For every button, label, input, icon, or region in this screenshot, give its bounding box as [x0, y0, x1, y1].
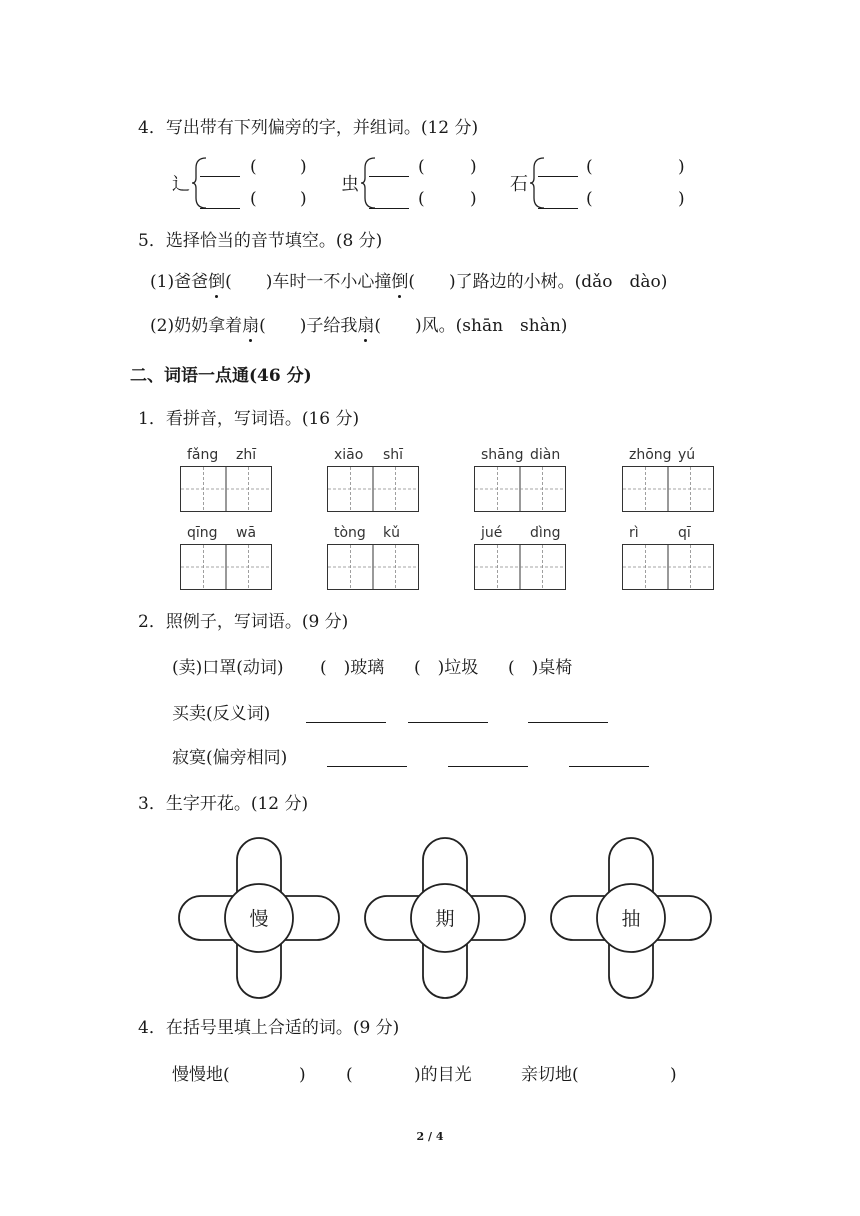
text-segment: (: [374, 316, 382, 336]
text-segment: )风。(shān shàn): [415, 316, 568, 336]
answer-line[interactable]: [306, 704, 386, 723]
answer-line[interactable]: [569, 748, 649, 767]
character-flower: [551, 838, 711, 998]
character-flower: [179, 838, 339, 998]
flower-character: 抽: [621, 908, 641, 930]
pinyin-syllable: qī: [678, 525, 691, 541]
w2-title: 2．照例子，写词语。(9 分): [138, 612, 349, 632]
tianzige-grid[interactable]: [622, 544, 714, 590]
dotted-char: 倒: [391, 272, 409, 292]
q5-title: 5．选择恰当的音节填空。(8 分): [138, 231, 383, 251]
char-blank[interactable]: [538, 158, 578, 177]
section-title: 二、词语一点通(46 分): [130, 366, 312, 386]
tianzige-grid[interactable]: [180, 466, 272, 512]
text-segment: )子给我: [299, 316, 358, 336]
q5-line-1: [150, 271, 667, 293]
w4-phrase-c: 亲切地(: [521, 1065, 579, 1085]
text-segment: (: [225, 272, 232, 292]
pinyin-syllable: yú: [678, 447, 696, 463]
paren-open: (: [250, 157, 257, 177]
w4-title: 4．在括号里填上合适的词。(9 分): [138, 1018, 400, 1038]
pinyin-syllable: kǔ: [383, 525, 400, 541]
tianzige-grid[interactable]: [327, 544, 419, 590]
w4-phrase-a: 慢慢地(: [172, 1065, 230, 1085]
answer-line[interactable]: [327, 748, 407, 767]
page-number: 2 / 4: [416, 1130, 444, 1143]
text-segment: (1)爸爸: [150, 272, 209, 292]
tianzige-grid[interactable]: [327, 466, 419, 512]
paren-open: (: [250, 189, 257, 209]
w4-phrase-b: )的目光: [414, 1065, 472, 1085]
char-blank[interactable]: [200, 190, 240, 209]
char-blank[interactable]: [538, 190, 578, 209]
radical-char: 虫: [341, 174, 359, 195]
paren-close: ): [670, 1065, 677, 1085]
answer-line[interactable]: [448, 748, 528, 767]
answer-line[interactable]: [528, 704, 608, 723]
paren-close: ): [300, 157, 307, 177]
paren-close: ): [300, 189, 307, 209]
pinyin-syllable: shāng: [481, 447, 524, 463]
pinyin-syllable: wā: [236, 525, 257, 541]
answer-line[interactable]: [408, 704, 488, 723]
tianzige-grid[interactable]: [622, 466, 714, 512]
char-blank[interactable]: [369, 158, 409, 177]
paren-close: ): [678, 189, 685, 209]
dotted-char: 扇: [242, 316, 260, 336]
dotted-char: 倒: [208, 272, 226, 292]
char-blank[interactable]: [369, 190, 409, 209]
paren-open: (: [418, 157, 425, 177]
paren-open: (: [346, 1065, 353, 1085]
paren-close: ): [299, 1065, 306, 1085]
text-segment: (2)奶奶拿着: [150, 316, 243, 336]
pinyin-syllable: xiāo: [334, 447, 364, 463]
flower-character: 慢: [249, 908, 269, 930]
paren-open: (: [586, 157, 593, 177]
w2-item[interactable]: ( )垃圾: [414, 658, 479, 678]
pinyin-syllable: zhī: [236, 447, 257, 463]
pinyin-syllable: jué: [481, 525, 503, 541]
text-segment: )车时一不小心撞: [265, 272, 392, 292]
text-segment: (: [408, 272, 416, 292]
character-flower: [365, 838, 525, 998]
pinyin-syllable: diàn: [530, 447, 561, 463]
char-blank[interactable]: [200, 158, 240, 177]
paren-close: ): [470, 189, 477, 209]
dotted-char: 扇: [357, 316, 375, 336]
pinyin-syllable: dìng: [530, 525, 561, 541]
text-segment: )了路边的小树。(dǎo dào): [449, 272, 668, 292]
pinyin-syllable: qīng: [187, 525, 218, 541]
paren-open: (: [418, 189, 425, 209]
paren-close: ): [470, 157, 477, 177]
w2-radical-label: 寂寞(偏旁相同): [172, 748, 288, 768]
text-segment: (: [259, 316, 266, 336]
tianzige-grid[interactable]: [474, 544, 566, 590]
paren-open: (: [586, 189, 593, 209]
w2-example: (卖)口罩(动词): [172, 658, 284, 678]
w2-item[interactable]: ( )玻璃: [320, 658, 385, 678]
radical-char: 辶: [172, 174, 190, 195]
w1-title: 1．看拼音，写词语。(16 分): [138, 409, 360, 429]
tianzige-grid[interactable]: [474, 466, 566, 512]
flower-character: 期: [435, 908, 455, 930]
pinyin-syllable: rì: [629, 525, 639, 541]
paren-close: ): [678, 157, 685, 177]
w2-antonym-label: 买卖(反义词): [172, 704, 271, 724]
w2-item[interactable]: ( )桌椅: [508, 658, 573, 678]
q4-title: 4．写出带有下列偏旁的字，并组词。(12 分): [138, 118, 479, 138]
pinyin-syllable: tòng: [334, 525, 366, 541]
character-flowers: [0, 830, 860, 1010]
pinyin-syllable: fǎng: [187, 447, 219, 463]
pinyin-syllable: shī: [383, 447, 404, 463]
pinyin-syllable: zhōng: [629, 447, 672, 463]
w3-title: 3．生字开花。(12 分): [138, 794, 309, 814]
tianzige-grid[interactable]: [180, 544, 272, 590]
radical-char: 石: [510, 174, 528, 195]
q5-line-2: [150, 315, 567, 337]
